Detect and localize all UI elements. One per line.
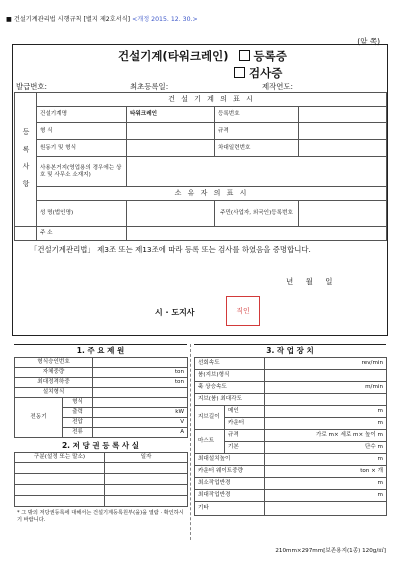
owner-name-label: 성 명(법인명) <box>37 201 127 227</box>
jib-main-unit: m <box>265 406 387 418</box>
work-devices-heading: 3. 작 업 장 치 <box>194 344 386 357</box>
mortgage-row[interactable] <box>15 463 105 474</box>
chassis-serial-value[interactable] <box>299 140 387 157</box>
mast-base-label: 기본 <box>225 442 265 454</box>
mast-base-value: 단수 m <box>265 442 387 454</box>
mast-spec-value: 가로 m× 세로 m× 높이 m <box>265 430 387 442</box>
owner-name-value[interactable] <box>127 201 215 227</box>
machine-display-header: 건 설 기 계 의 표 시 <box>37 93 387 107</box>
form-number: ■ 건설기계관리법 시행규칙 [별지 제2호서식] <box>6 16 131 23</box>
min-radius-label: 최소작업반경 <box>195 478 265 490</box>
certify-statement: 「건설기계관리법」 제3조 또는 제13조에 따라 등록 또는 검사를 하였음을 증명합니다. <box>30 245 311 254</box>
motor-voltage-label: 전압 <box>63 418 93 428</box>
title-option-inspection: 검사증 <box>249 66 283 80</box>
main-specs-heading: 1. 주 요 제 원 <box>14 344 187 357</box>
mast-spec-label: 규격 <box>225 430 265 442</box>
machine-name-label: 건설기계명 <box>37 107 127 123</box>
counterweight-label: 카운터 웨이트중량 <box>195 466 265 478</box>
mast-label: 마스트 <box>195 430 225 454</box>
hook-speed-label: 훅 상승속도 <box>195 382 265 394</box>
address-label: 주 소 <box>37 227 127 241</box>
mortgage-note: * 그 밖의 저당권등록에 대해서는 건설기계등록원부(을)을 열람 · 확인하시기 바랍니다. <box>17 510 184 523</box>
form-header <box>6 14 198 23</box>
boom-type-value[interactable] <box>265 370 387 382</box>
motor-voltage-unit: V <box>93 418 188 428</box>
motor-output-label: 출력 <box>63 408 93 418</box>
title-option-register: 등록증 <box>253 49 287 63</box>
mortgage-date-cell[interactable] <box>105 474 188 485</box>
reg-number-label: 등록번호 <box>215 107 299 123</box>
owner-display-header: 소 유 자 의 표 시 <box>37 187 387 201</box>
max-load-label: 최대정격하중 <box>15 378 93 388</box>
max-load-unit: ton <box>93 378 188 388</box>
boom-type-label: 붐(지브)형식 <box>195 370 265 382</box>
checkbox-inspection[interactable] <box>234 67 245 78</box>
motor-label: 전동기 <box>15 398 63 438</box>
address-value[interactable] <box>127 227 387 241</box>
motor-type-label: 형식 <box>63 398 93 408</box>
registration-section <box>14 92 386 241</box>
motor-output-unit: kW <box>93 408 188 418</box>
other-value[interactable] <box>265 502 387 516</box>
issuer-label: 시 · 도지사 <box>155 308 195 317</box>
jib-main-label: 메인 <box>225 406 265 418</box>
counterweight-unit: ton × 개 <box>265 466 387 478</box>
mortgage-row[interactable] <box>15 496 105 507</box>
min-radius-unit: m <box>265 478 387 490</box>
usage-location-value[interactable] <box>127 157 387 187</box>
jib-counter-label: 카운터 <box>225 418 265 430</box>
max-height-label: 최대설치높이 <box>195 454 265 466</box>
mortgage-heading: 2. 저 당 권 등 록 사 실 <box>61 441 140 450</box>
engine-label: 원동기 및 형식 <box>37 140 127 157</box>
mortgage-row[interactable] <box>15 474 105 485</box>
issue-number-label: 발급번호: <box>16 82 48 91</box>
mortgage-row[interactable] <box>15 485 105 496</box>
slew-speed-label: 선회속도 <box>195 358 265 370</box>
reg-number-value[interactable] <box>299 107 387 123</box>
first-registration-label: 최초등록일: <box>130 82 169 91</box>
page-side-label: (앞 쪽) <box>357 37 380 46</box>
spec-value[interactable] <box>299 123 387 140</box>
mortgage-type-header: 구분(설정 또는 말소) <box>15 453 105 463</box>
amendment-note: <개정 2015. 12. 30.> <box>132 16 198 23</box>
install-type-label: 설치형식 <box>15 388 93 398</box>
jib-angle-label: 지브(붐) 최대각도 <box>195 394 265 406</box>
max-height-unit: m <box>265 454 387 466</box>
motor-current-label: 전류 <box>63 428 93 438</box>
machine-name-value: 타워크레인 <box>127 107 215 123</box>
usage-location-label: 사용본거지(영업용의 경우에는 상호 및 사무소 소재지) <box>37 157 127 187</box>
hook-speed-unit: m/min <box>265 382 387 394</box>
mortgage-date-cell[interactable] <box>105 496 188 507</box>
max-radius-label: 최대작업반경 <box>195 490 265 502</box>
checkbox-register[interactable] <box>239 50 250 61</box>
owner-id-value[interactable] <box>299 201 387 227</box>
jib-length-label: 지브길이 <box>195 406 225 430</box>
owner-id-label: 주민(사업자, 외국인)등록번호 <box>215 201 299 227</box>
motor-current-unit: A <box>93 428 188 438</box>
manufacture-year-label: 제작연도: <box>262 82 294 91</box>
issue-date-label: 년 월 일 <box>286 277 333 286</box>
type-approval-label: 형식승인번호 <box>15 358 93 368</box>
model-value[interactable] <box>127 123 215 140</box>
other-label: 기타 <box>195 502 265 516</box>
slew-speed-unit: rev/min <box>265 358 387 370</box>
self-weight-unit: ton <box>93 368 188 378</box>
mortgage-date-cell[interactable] <box>105 463 188 474</box>
install-type-value[interactable] <box>93 388 188 398</box>
chassis-serial-label: 차대일련번호 <box>215 140 299 157</box>
engine-value[interactable] <box>127 140 215 157</box>
title-main: 건설기계(타워크레인) <box>118 49 229 63</box>
registration-side-label: 등 록 사 항 <box>15 93 37 227</box>
max-radius-unit: m <box>265 490 387 502</box>
spec-label: 규격 <box>215 123 299 140</box>
jib-counter-unit: m <box>265 418 387 430</box>
column-divider <box>190 344 191 540</box>
paper-spec-footer: 210mm×297mm[보존용지(1종) 120g/㎡] <box>275 548 386 554</box>
main-specs-section <box>14 344 187 524</box>
official-seal: 직인 <box>226 296 260 326</box>
type-approval-value[interactable] <box>93 358 188 368</box>
work-devices-section <box>194 344 386 516</box>
mortgage-date-cell[interactable] <box>105 485 188 496</box>
document-title <box>118 48 287 82</box>
model-label: 형 식 <box>37 123 127 140</box>
jib-angle-value[interactable] <box>265 394 387 406</box>
mortgage-date-header: 일자 <box>105 453 188 463</box>
self-weight-label: 자체중량 <box>15 368 93 378</box>
